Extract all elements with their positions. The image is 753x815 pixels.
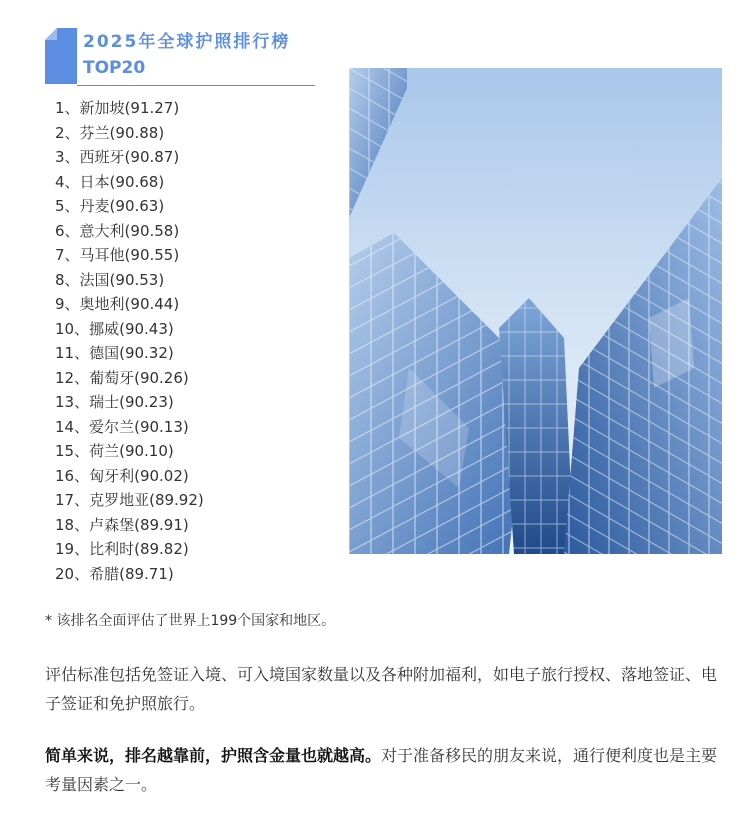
- list-item: 2、芬兰(90.88): [55, 123, 165, 142]
- summary-text: 对于准备移民的朋友来说，通行便利度也是主要考量因素之一。: [45, 746, 718, 794]
- list-item: 10、挪威(90.43): [55, 319, 174, 338]
- header-underline: [77, 85, 315, 86]
- list-item: 3、西班牙(90.87): [55, 148, 180, 166]
- page-subtitle: TOP20: [83, 58, 146, 78]
- list-item: 5、丹麦(90.63): [55, 197, 165, 215]
- list-item: 17、克罗地亚(89.92): [55, 491, 204, 509]
- list-item: 9、奥地利(90.44): [55, 295, 180, 313]
- footnote: * 该排名全面评估了世界上199个国家和地区。: [45, 613, 336, 629]
- list-item: 1、新加坡(91.27): [55, 99, 180, 117]
- summary-bold-text: 简单来说，排名越靠前，护照含金量也就越高。: [45, 746, 382, 765]
- list-item: 12、葡萄牙(90.26): [55, 368, 189, 387]
- paragraph-summary: [45, 741, 725, 799]
- list-item: 20、希腊(89.71): [55, 564, 174, 583]
- list-item: 18、卢森堡(89.91): [55, 515, 189, 534]
- list-item: 11、德国(90.32): [55, 344, 174, 362]
- list-item: 16、匈牙利(90.02): [55, 466, 189, 485]
- list-item: 19、比利时(89.82): [55, 540, 189, 558]
- header-fold-shadow: [45, 28, 57, 40]
- list-item: 7、马耳他(90.55): [55, 246, 180, 264]
- passport-ranking-list: [55, 96, 204, 586]
- page-title: 2025年全球护照排行榜: [83, 32, 291, 52]
- list-item: 8、法国(90.53): [55, 270, 165, 289]
- list-item: 14、爱尔兰(90.13): [55, 417, 189, 436]
- list-item: 4、日本(90.68): [55, 172, 165, 191]
- list-item: 15、荷兰(90.10): [55, 442, 174, 460]
- paragraph-criteria: 评估标准包括免签证入境、可入境国家数量以及各种附加福利，如电子旅行授权、落地签证、电子签证和免护照旅行。: [45, 665, 718, 713]
- section-header: [45, 28, 315, 86]
- list-item: 6、意大利(90.58): [55, 221, 180, 240]
- list-item: 13、瑞士(90.23): [55, 393, 174, 411]
- glass-skyscrapers-photo: [349, 68, 722, 554]
